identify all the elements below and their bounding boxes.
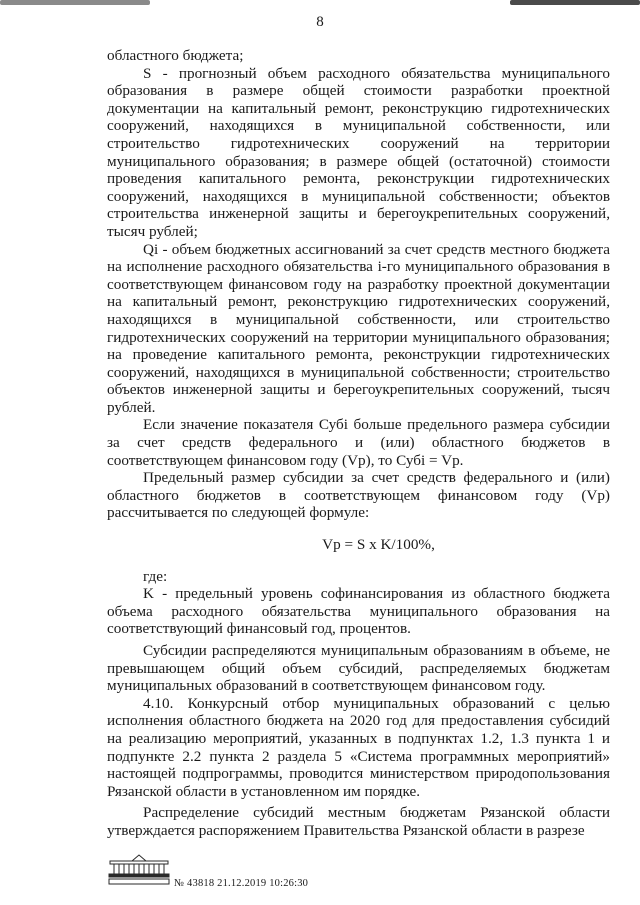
paragraph-subsidy-condition: Если значение показателя Субi больше предельного размера субсидии за счет средств федерального и (или) областного бюджетов в соответствующем финансовом году (Vp), то Субi = Vp. xyxy=(107,416,610,469)
paragraph-qi-definition: Qi - объем бюджетных ассигнований за счет средств местного бюджета на исполнение расходного обязательства i-го муниципального образования в соответствующем финансовом году на разработку проектной документации на капитальный ремонт, реконструкцию гидротехнических сооружений, находящихся в муниципальной собственности, или строительство гидротехнических сооружений на территории муниципального образования; на проведение капитального ремонта, реконструкции гидротехнических сооружений, находящихся в муниципальной собственности; строительство объектов инженерной защиты и берегоукрепительных сооружений, тысяч рублей. xyxy=(107,240,610,416)
paragraph-distribution-approval: Распределение субсидий местным бюджетам Рязанской области утверждается распоряжением Правительства Рязанской области в разрезе xyxy=(107,804,610,839)
paragraph-s-definition: S - прогнозный объем расходного обязательства муниципального образования в размере общей стоимости разработки проектной документации на капитальный ремонт, реконструкцию гидротехнических сооружений, находящихся в муниципальной собственности, или строительство гидротехнических сооружений на территории муниципального образования; в размере общей (остаточной) стоимости проведения капитального ремонта, реконструкции гидротехнических сооружений, находящихся в муниципальной собственности; объектов строительства инженерной защиты и берегоукрепительных сооружений, тысяч рублей; xyxy=(107,64,610,240)
paragraph-subsidy-distribution: Субсидии распределяются муниципальным образованиям в объеме, не превышающем общий объем субсидий, распределяемых бюджетам муниципальных образований в соответствующем финансовом году. xyxy=(107,642,610,695)
footer xyxy=(108,852,338,896)
government-building-stamp-icon xyxy=(108,852,170,886)
page-number: 8 xyxy=(316,14,324,30)
paragraph-where: где: xyxy=(143,567,168,585)
paragraph-limit-intro: Предельный размер субсидии за счет средств федерального и (или) областного бюджетов в соответствующем финансовом году (Vp) рассчитывается по следующей формуле: xyxy=(107,469,610,522)
scan-edge-mark-left xyxy=(0,0,150,5)
formula: Vp = S x K/100%, xyxy=(322,536,435,554)
scan-edge-mark-right xyxy=(510,0,640,5)
registration-number: № 43818 21.12.2019 10:26:30 xyxy=(174,878,309,889)
document-body xyxy=(107,47,610,840)
paragraph-k-definition: K - предельный уровень софинансирования из областного бюджета объема расходного обязательства муниципального образования на соответствующий финансовый год, процентов. xyxy=(107,585,610,638)
paragraph-section-4-10: 4.10. Конкурсный отбор муниципальных образований с целью исполнения областного бюджета на 2020 год для предоставления субсидий на реализацию мероприятий, указанных в подпунктах 1.2, 1.3 пункта 1 и подпункте 2.2 пункта 2 раздела 5 «Система программных мероприятий» настоящей подпрограммы, проводится министерством природопользования Рязанской области в установленном им порядке. xyxy=(107,694,610,800)
paragraph-regional-budget: областного бюджета; xyxy=(107,47,244,64)
